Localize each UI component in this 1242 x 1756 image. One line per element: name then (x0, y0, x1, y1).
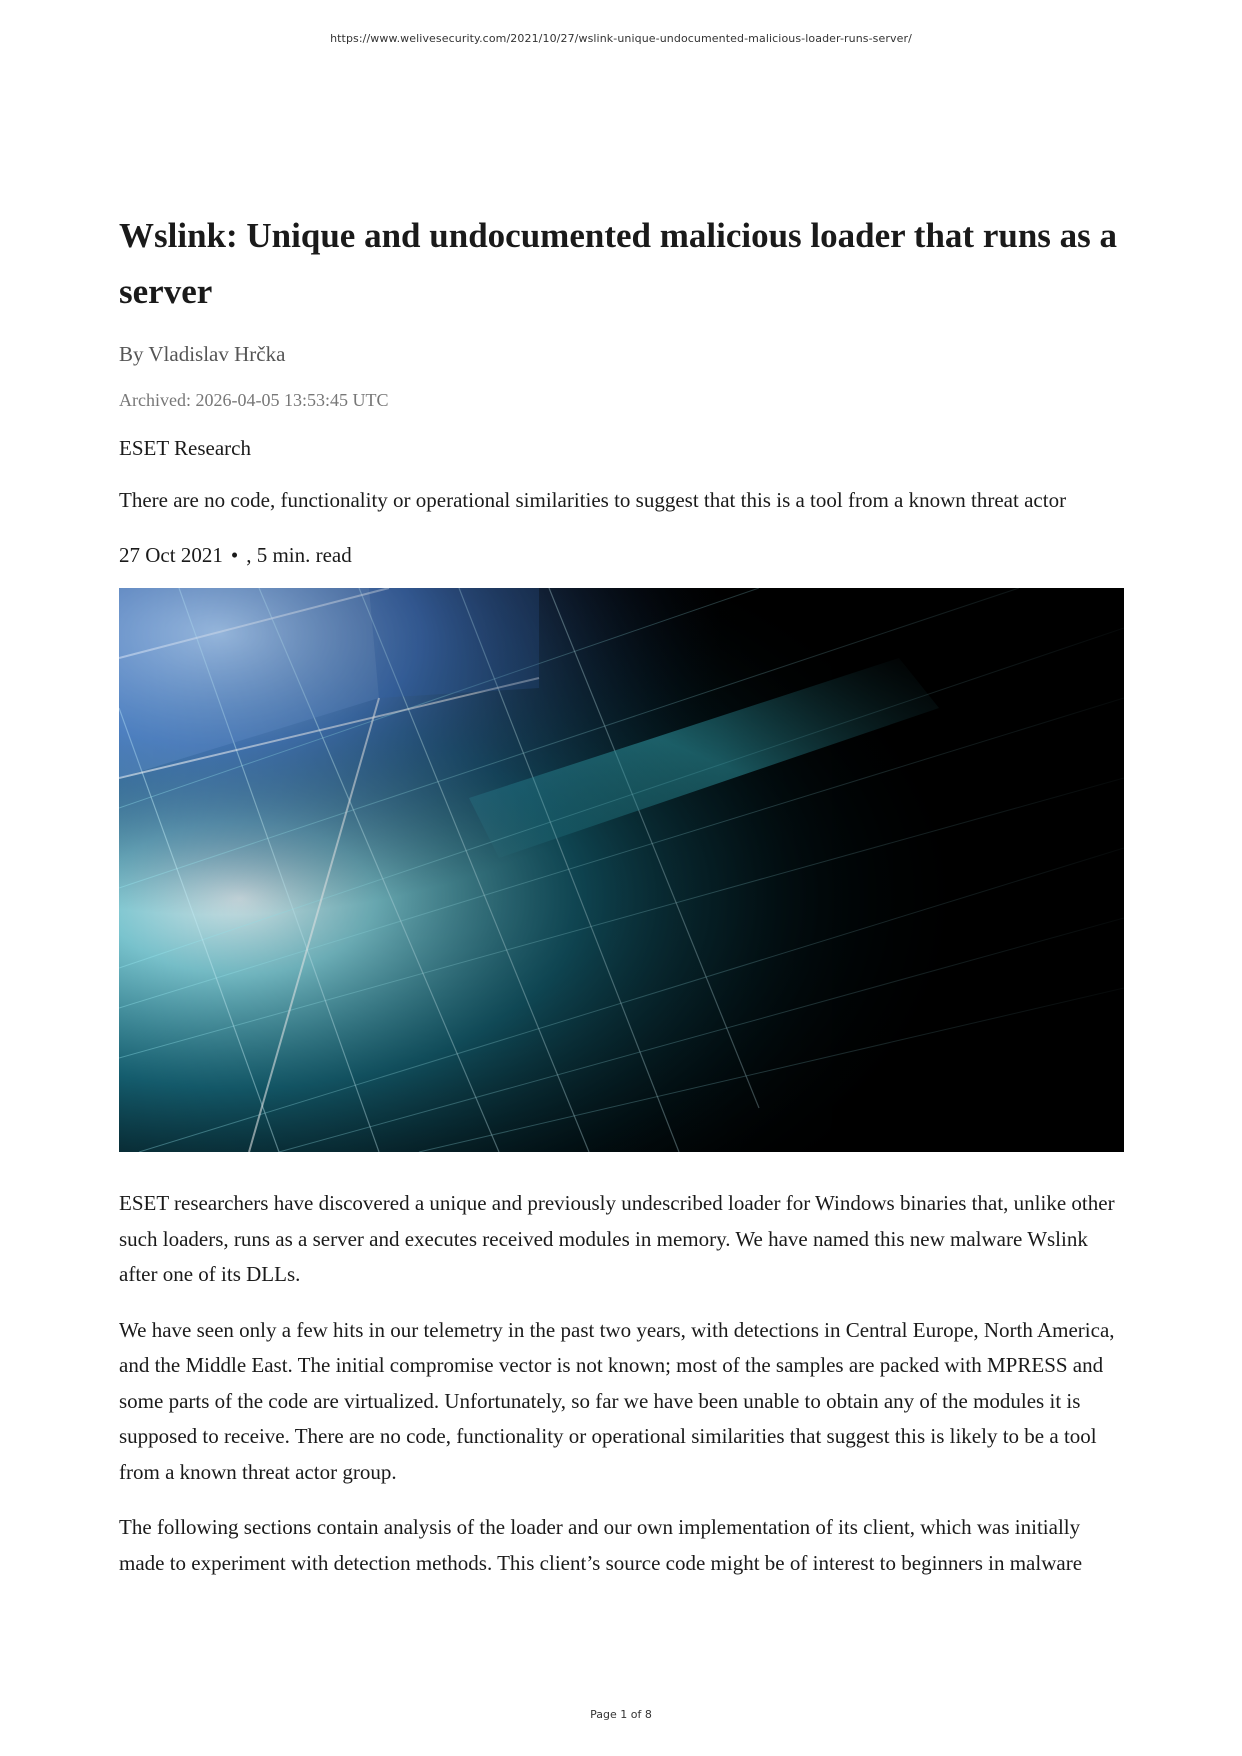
article-meta (119, 541, 1124, 569)
page-number: Page 1 of 8 (590, 1708, 652, 1721)
hero-image (119, 588, 1124, 1152)
article-title: Wslink: Unique and undocumented malicious loader that runs as a server (119, 216, 1118, 311)
page-url: https://www.welivesecurity.com/2021/10/27/wslink-unique-undocumented-malicious-loader-runs-server/ (330, 32, 912, 45)
article-body (119, 1186, 1124, 1581)
paragraph: ESET researchers have discovered a unique and previously undescribed loader for Windows binaries that, unlike other such loaders, runs as a server and executes received modules in memory. We have named this new malware Wslink after one of its DLLs. (119, 1191, 1115, 1286)
meta-separator: • (230, 543, 239, 567)
article-category: ESET Research (119, 436, 251, 460)
paragraph: We have seen only a few hits in our telemetry in the past two years, with detections in Central Europe, North America, and the Middle East. The initial compromise vector is not known; most of the samples are packed with MPRESS and some parts of the code are virtualized. Unfortunately, so far we have been unable to obtain any of the modules it is supposed to receive. There are no code, functionality or operational similarities that suggest this is likely to be a tool from a known threat actor group. (119, 1317, 1115, 1484)
author-byline: By Vladislav Hrčka (119, 342, 286, 366)
paragraph: The following sections contain analysis of the loader and our own implementation of its client, which was initially made to experiment with detection methods. This client’s source code might be of interest to beginners in malware (119, 1515, 1083, 1575)
article (119, 208, 1124, 1581)
publish-date: 27 Oct 2021 (119, 543, 223, 567)
archived-timestamp: Archived: 2026-04-05 13:53:45 UTC (119, 390, 389, 410)
read-time: , 5 min. read (246, 543, 352, 567)
article-subtitle: There are no code, functionality or operational similarities to suggest that this is a tool from a known threat actor (119, 488, 1067, 512)
